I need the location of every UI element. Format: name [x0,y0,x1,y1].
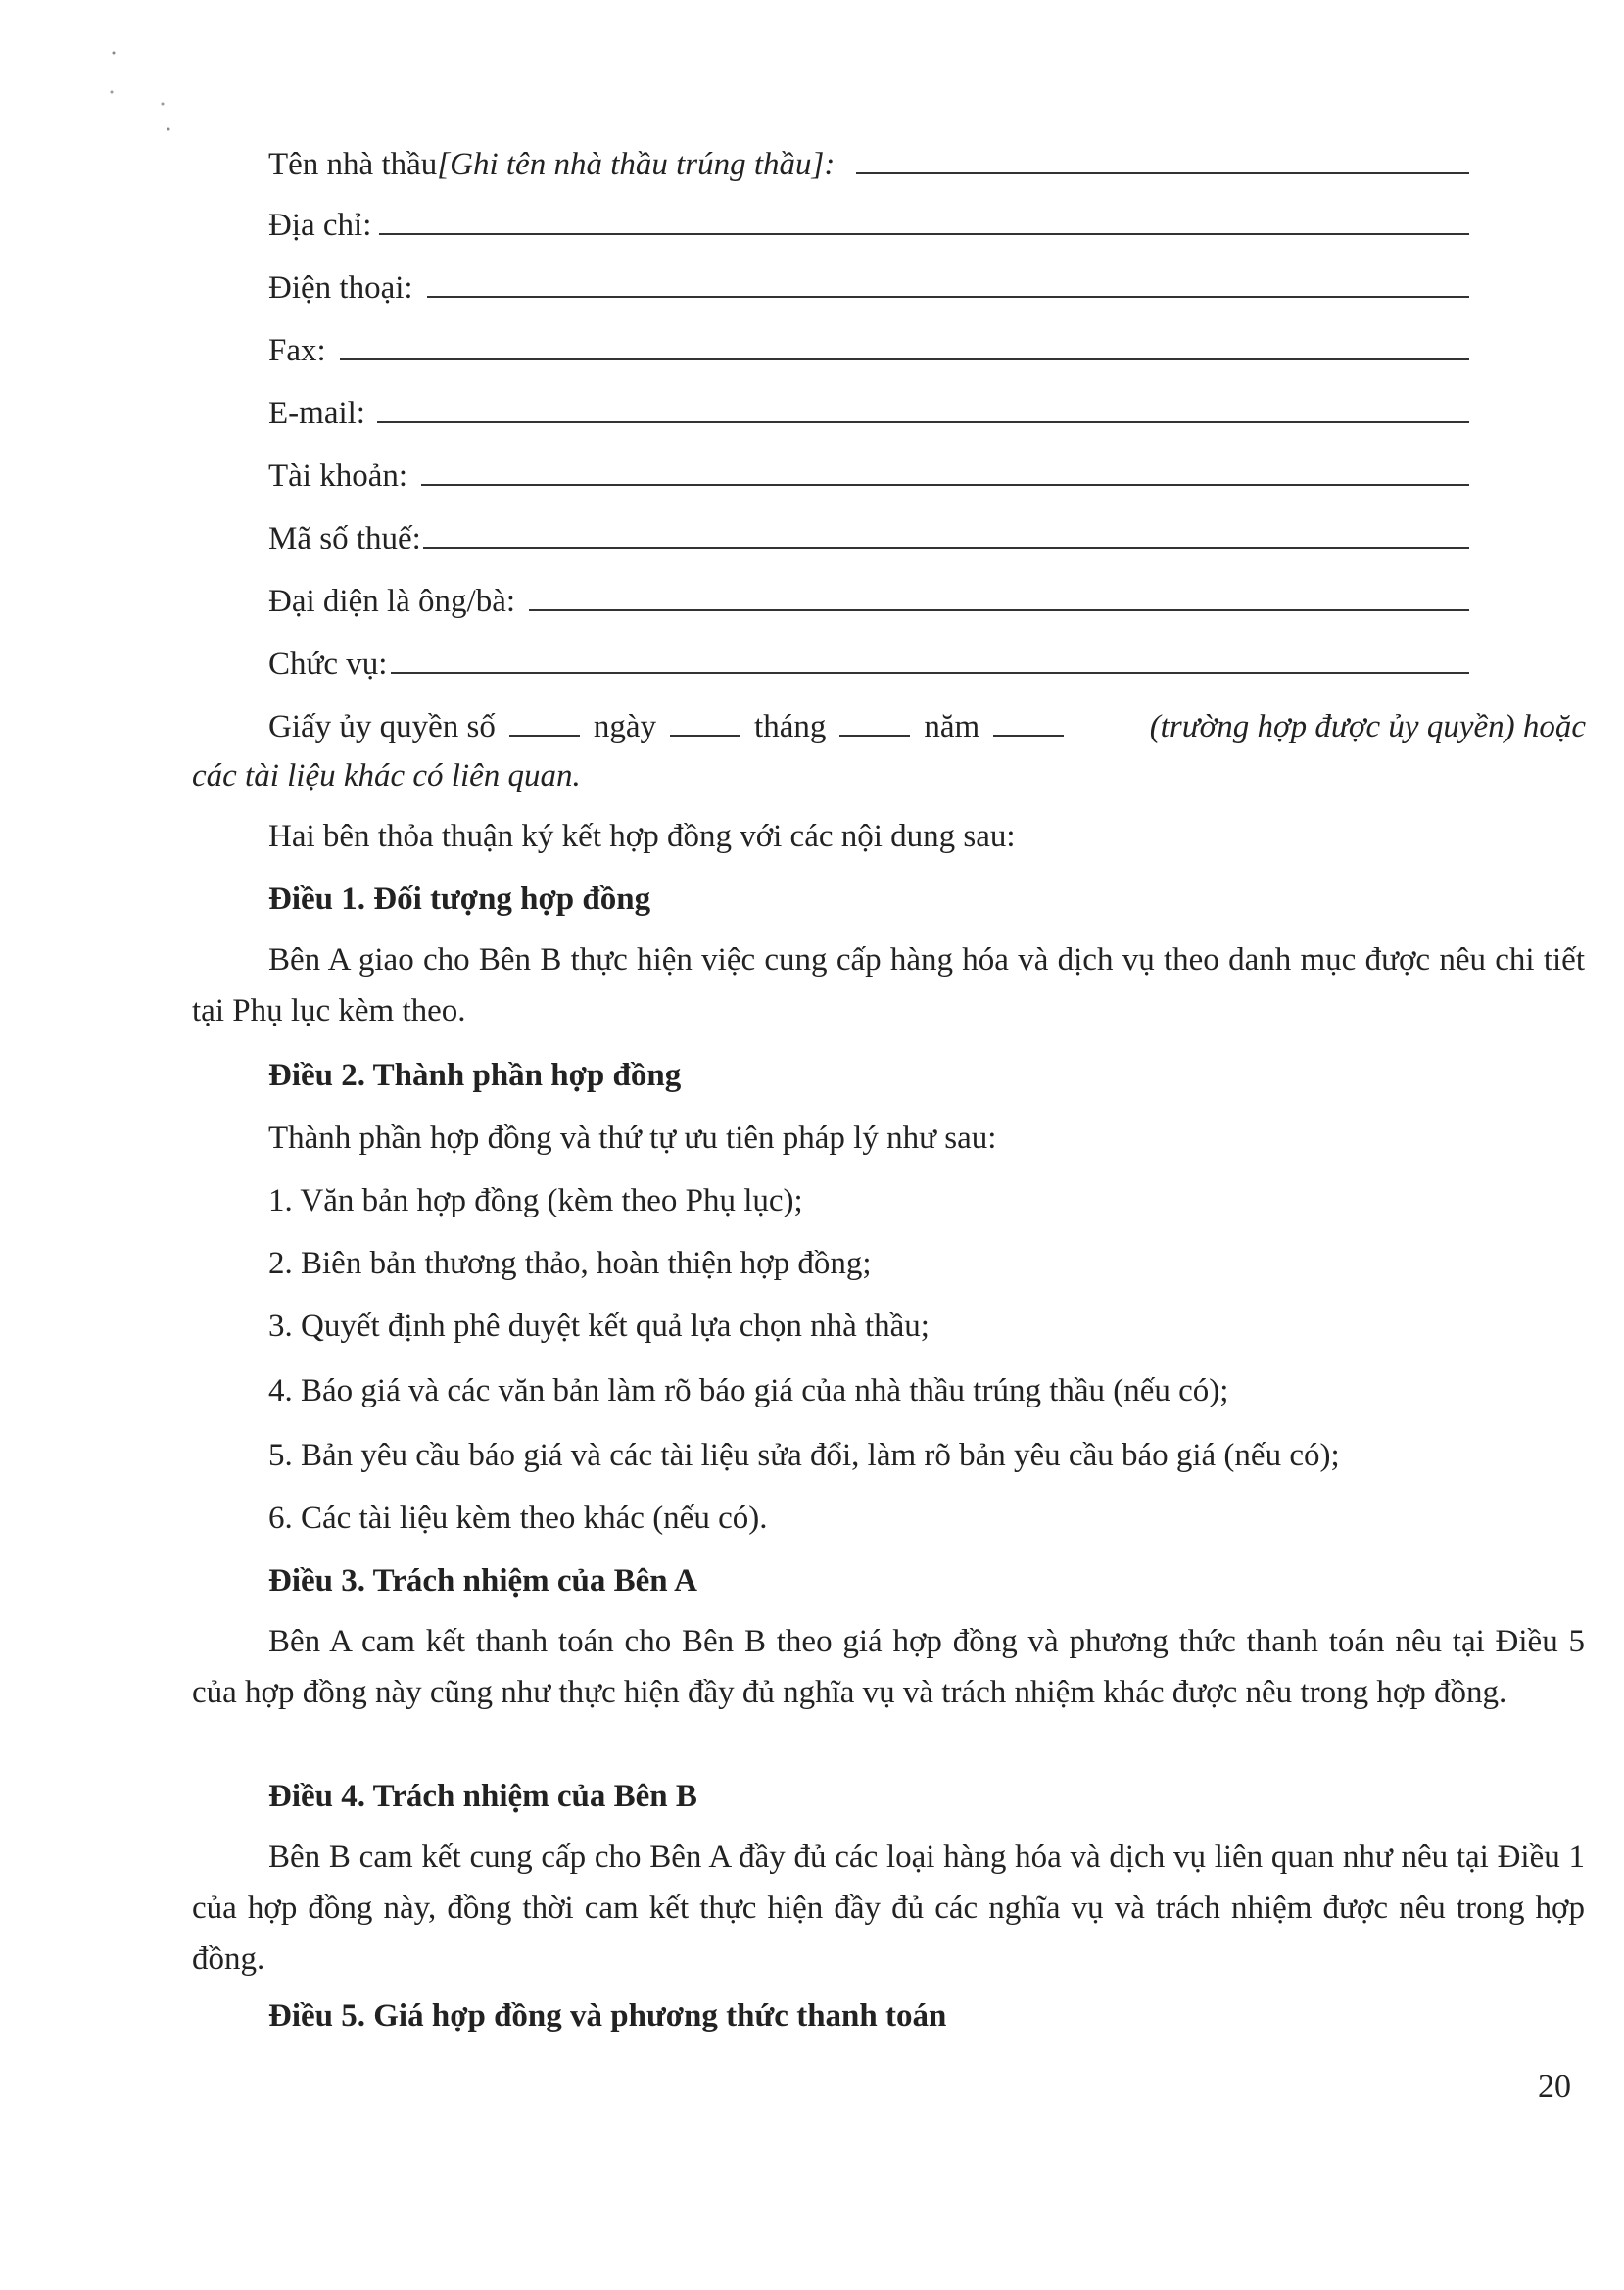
article-4-title: Điều 4. Trách nhiệm của Bên B [268,1779,697,1814]
field-contractor-name [268,143,1469,186]
field-fax [268,329,1469,372]
article-1-title: Điều 1. Đối tượng hợp đồng [268,882,651,917]
auth-label-number: Giấy ủy quyền số [268,709,496,744]
field-label: Chức vụ: [268,646,388,682]
field-hint: [Ghi tên nhà thầu trúng thầu]: [437,147,836,182]
article-2-item: 5. Bản yêu cầu báo giá và các tài liệu sửa đổi, làm rõ bản yêu cầu báo giá (nếu có); [268,1438,1340,1473]
auth-blank-month [839,707,910,737]
field-label: Fax: [268,333,326,368]
auth-blank-day [670,707,740,737]
auth-label-day: ngày [593,709,657,744]
fill-line [856,143,1469,174]
auth-italic-note: (trường hợp được ủy quyền) hoặc [1149,709,1586,744]
field-email [268,392,1469,435]
field-position [268,643,1469,686]
article-2-intro: Thành phần hợp đồng và thứ tự ưu tiên pháp lý như sau: [268,1121,997,1156]
field-phone [268,266,1469,310]
article-2-item: 1. Văn bản hợp đồng (kèm theo Phụ lục); [268,1183,803,1218]
fill-line [421,454,1469,486]
field-label: E-mail: [268,396,365,431]
article-2-item: 4. Báo giá và các văn bản làm rõ báo giá của nhà thầu trúng thầu (nếu có); [268,1373,1229,1408]
field-label: Địa chỉ: [268,208,372,243]
agreement-intro: Hai bên thỏa thuận ký kết hợp đồng với các nội dung sau: [268,819,1016,854]
article-2-item: 6. Các tài liệu kèm theo khác (nếu có). [268,1501,768,1536]
article-1-body: Bên A giao cho Bên B thực hiện việc cung cấp hàng hóa và dịch vụ theo danh mục được nêu chi tiết tại Phụ lục kèm theo. [192,942,1585,1028]
field-label: Tên nhà thầu [268,147,438,182]
field-label: Tài khoản: [268,458,408,494]
article-3-title: Điều 3. Trách nhiệm của Bên A [268,1563,697,1598]
article-2-title: Điều 2. Thành phần hợp đồng [268,1058,682,1093]
fill-line [423,517,1469,549]
field-account [268,454,1469,498]
fill-line [340,329,1469,360]
auth-blank-year [993,707,1064,737]
fill-line [377,392,1469,423]
article-2-item: 2. Biên bản thương thảo, hoàn thiện hợp đồng; [268,1246,872,1281]
authorization-line [268,705,1586,748]
article-2-item: 3. Quyết định phê duyệt kết quả lựa chọn nhà thầu; [268,1309,930,1344]
field-address [268,204,1469,247]
auth-blank-number [509,707,580,737]
field-tax-code [268,517,1469,560]
scan-specks [108,39,186,147]
fill-line [379,204,1469,235]
field-representative [268,580,1469,623]
field-label: Mã số thuế: [268,521,421,556]
field-label: Đại diện là ông/bà: [268,584,516,619]
article-4-body: Bên B cam kết cung cấp cho Bên A đầy đủ các loại hàng hóa và dịch vụ liên quan như nêu tại Điều 1 của hợp đồng này, đồng thời cam kết thực hiện đầy đủ các nghĩa vụ và trách nhiệm được nêu trong hợp đồng. [192,1839,1585,1977]
fill-line [529,580,1469,611]
article-3-body: Bên A cam kết thanh toán cho Bên B theo giá hợp đồng và phương thức thanh toán nêu tại Điều 5 của hợp đồng này cũng như thực hiện đầy đủ nghĩa vụ và trách nhiệm khác được nêu trong hợp đồng. [192,1624,1585,1710]
auth-label-month: tháng [754,709,827,744]
fill-line [427,266,1469,298]
auth-italic-note-cont: các tài liệu khác có liên quan. [192,758,581,793]
field-label: Điện thoại: [268,270,413,306]
auth-label-year: năm [924,709,980,744]
page-number: 20 [1538,2069,1571,2105]
fill-line [391,643,1469,674]
article-5-title: Điều 5. Giá hợp đồng và phương thức thanh toán [268,1998,947,2033]
